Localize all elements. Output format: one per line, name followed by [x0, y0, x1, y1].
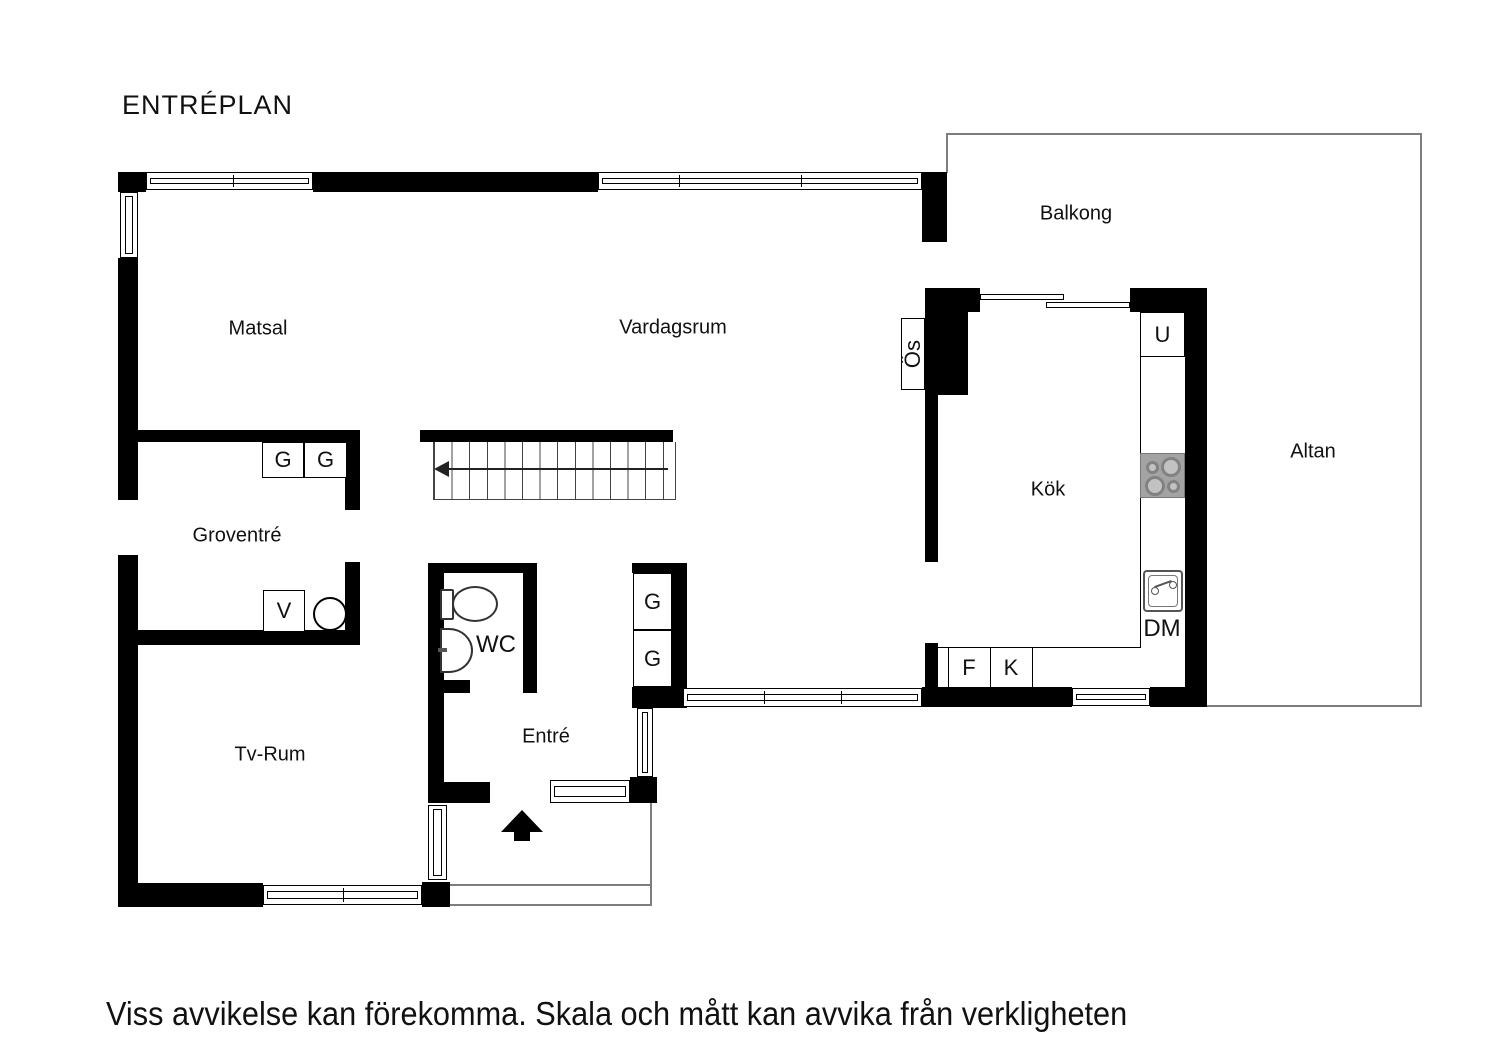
staircase: [433, 442, 676, 500]
window: [683, 688, 922, 707]
stair-wall: [420, 430, 673, 442]
room-label-kok: Kök: [1030, 478, 1066, 501]
kitchen-wall: [925, 643, 938, 687]
counter-edge: [935, 647, 1141, 648]
closet-box: [304, 442, 347, 478]
closet-box: [633, 573, 672, 630]
wall: [345, 442, 360, 510]
window-glass: [554, 786, 626, 797]
wall: [118, 883, 263, 907]
window-mullion: [841, 691, 842, 704]
counter-edge: [1140, 357, 1141, 647]
fridge-label: F: [962, 655, 976, 680]
window: [1072, 688, 1150, 706]
closet-label: G: [274, 447, 292, 472]
chimney-block: [925, 312, 968, 395]
wall: [118, 555, 138, 907]
wall: [630, 777, 657, 803]
window: [637, 708, 653, 777]
heater-label: V: [276, 598, 292, 623]
porch-outline-top: [450, 884, 652, 886]
chimney-block: [925, 288, 980, 312]
window-glass: [602, 178, 918, 184]
room-label-groventre: Groventré: [192, 524, 282, 547]
counter-divider: [948, 647, 949, 687]
closet-label: G: [643, 588, 662, 614]
window-glass: [125, 196, 133, 254]
wall: [922, 172, 947, 242]
window-glass: [642, 712, 648, 773]
stair-direction-arrow: [434, 461, 449, 477]
fireplace-label: Ös: [900, 339, 925, 369]
wall: [138, 430, 360, 442]
dishwasher-label: DM: [1143, 615, 1181, 642]
kitchen-sink: [1143, 570, 1183, 612]
wall: [428, 563, 537, 573]
window-glass: [433, 809, 442, 876]
freezer-label: K: [1003, 655, 1019, 680]
disclaimer-caption: Viss avvikelse kan förekomma. Skala och mått kan avvika från verkligheten: [106, 995, 1128, 1032]
entrance-arrow-stem: [514, 831, 530, 841]
sliding-door-panel: [1046, 302, 1130, 308]
kitchen-wall: [1130, 288, 1207, 312]
stove-burner: [1167, 480, 1180, 493]
room-label-matsal: Matsal: [228, 317, 288, 340]
closet-box: [262, 442, 304, 478]
sliding-door-panel: [980, 294, 1064, 300]
plan-title: ENTRÉPLAN: [122, 90, 294, 120]
wall: [444, 782, 490, 803]
wall: [313, 172, 598, 192]
room-label-tvrum: Tv-Rum: [234, 743, 306, 766]
entry-window: [550, 780, 630, 803]
wall: [632, 687, 687, 708]
fireplace-box: [901, 318, 925, 390]
wall: [672, 563, 687, 687]
wall: [138, 630, 360, 645]
stair-direction-line: [447, 468, 668, 470]
wall: [422, 882, 450, 907]
kitchen-wall: [1185, 288, 1207, 707]
water-heater-circle: [313, 597, 347, 631]
window-mullion: [764, 691, 765, 704]
window-mullion: [801, 175, 802, 187]
window: [263, 885, 422, 905]
window: [120, 192, 138, 258]
wall: [523, 573, 537, 693]
porch-outline-right: [650, 803, 652, 906]
room-label-vardagsrum: Vardagsrum: [619, 316, 727, 339]
room-label-entre: Entré: [522, 725, 570, 748]
oven-label: U: [1154, 321, 1171, 347]
counter-divider: [1032, 647, 1033, 687]
sink-tap-dot: [1151, 587, 1159, 595]
balcony-outline-left: [946, 133, 948, 173]
window: [598, 172, 922, 190]
porch-outline-bottom: [450, 904, 652, 906]
basin-tap: [438, 648, 447, 652]
window-glass: [150, 178, 309, 184]
window-glass: [1076, 694, 1146, 700]
closet-box: [633, 630, 672, 687]
wall: [118, 172, 146, 192]
closet-label: G: [316, 447, 335, 472]
counter-divider: [990, 647, 991, 687]
window: [428, 805, 447, 880]
room-label-wc: WC: [476, 631, 516, 658]
window-mullion: [233, 175, 234, 187]
heater-box: [263, 590, 305, 632]
balcony-outline-top: [946, 133, 1422, 135]
room-label-balkong: Balkong: [1039, 202, 1113, 225]
balcony-outline-right: [1420, 133, 1422, 707]
toilet-bowl: [452, 586, 498, 622]
window-mullion: [679, 175, 680, 187]
room-label-altan: Altan: [1290, 440, 1336, 463]
stove-burner: [1161, 457, 1181, 477]
window-mullion: [343, 888, 344, 902]
stove-burner: [1146, 461, 1159, 474]
oven-box: [1140, 312, 1185, 357]
window: [146, 172, 313, 190]
stove-burner: [1145, 476, 1165, 496]
wall: [440, 680, 470, 693]
entrance-arrow-head: [501, 810, 543, 832]
closet-label: G: [643, 645, 662, 671]
wall: [118, 258, 138, 500]
window-glass: [687, 694, 918, 701]
terrace-outline-bottom: [1207, 705, 1422, 707]
wall: [922, 687, 1072, 707]
